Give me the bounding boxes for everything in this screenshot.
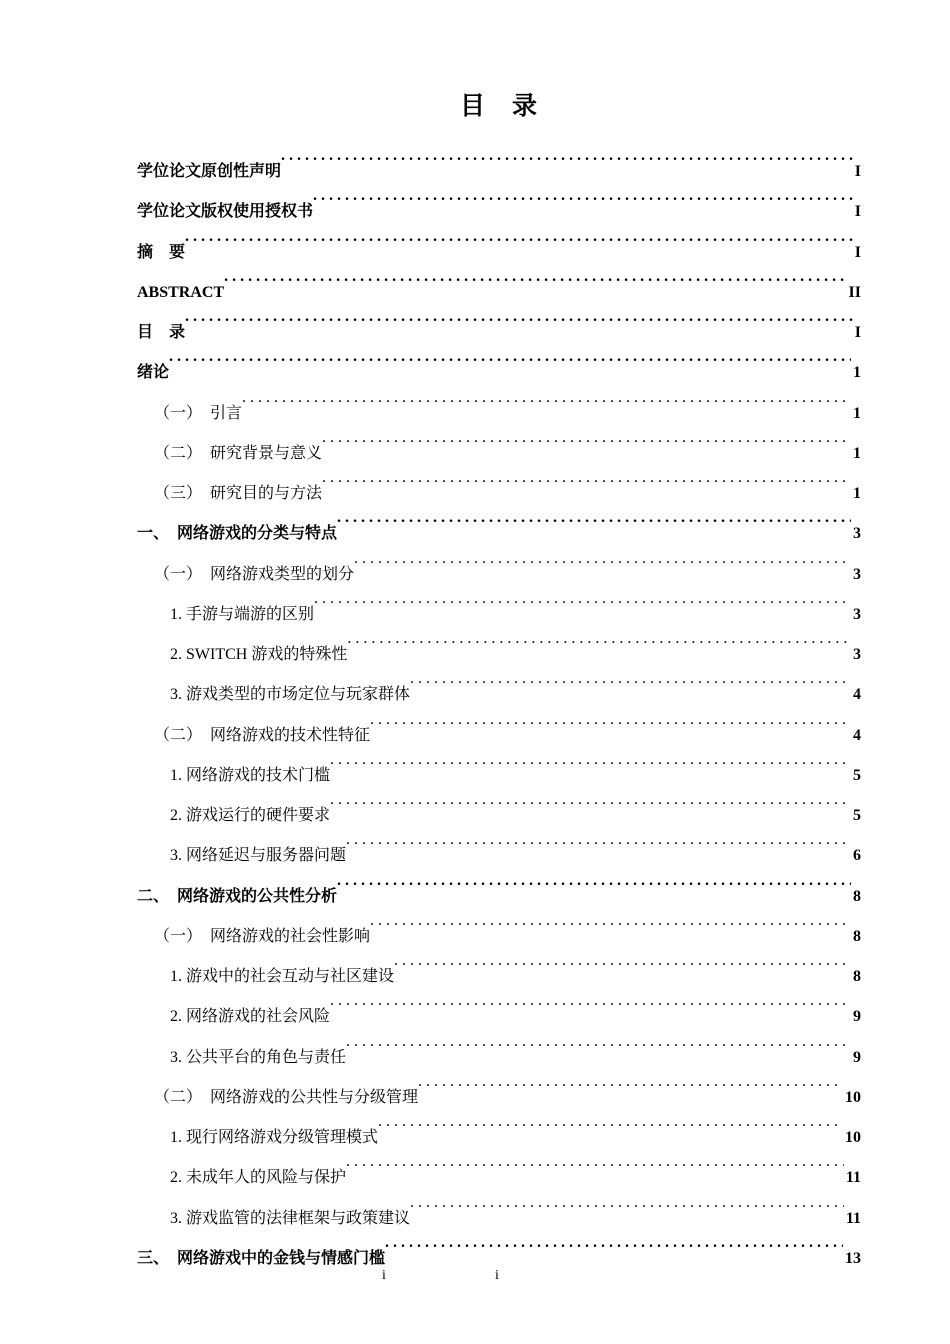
- toc-dot-leader: [185, 297, 853, 337]
- toc-entry-page-number: 4: [853, 726, 861, 744]
- toc-entry[interactable]: [137, 337, 861, 382]
- toc-entry-title: 学位论文原创性声明: [137, 163, 282, 180]
- toc-entry-page-number: 13: [845, 1249, 861, 1267]
- toc-entry-page-number: 1: [853, 444, 861, 462]
- toc-entry-page-number: II: [848, 283, 861, 301]
- toc-entry-title: 3. 游戏监管的法律框架与政策建议: [170, 1209, 411, 1227]
- toc-entry-page-number: 8: [853, 927, 861, 945]
- toc-entry-title: 2. 游戏运行的硬件要求: [170, 807, 331, 824]
- toc-entry[interactable]: [137, 257, 861, 301]
- toc-dot-leader: [346, 1022, 851, 1062]
- toc-entry[interactable]: [137, 418, 861, 462]
- toc-dot-leader: [410, 659, 851, 699]
- toc-entry-title: 二、 网络游戏的公共性分析: [137, 887, 338, 905]
- toc-entry-title: （二） 网络游戏的公共性与分级管理: [154, 1088, 419, 1106]
- toc-entry-title: 绪论: [137, 364, 170, 382]
- toc-entry-page-number: 10: [845, 1088, 861, 1106]
- toc-entry-title: 1. 游戏中的社会互动与社区建设: [170, 968, 395, 985]
- toc-entry-page-number: I: [854, 163, 861, 180]
- toc-dot-leader: [418, 1062, 843, 1102]
- toc-entry-title: 2. 未成年人的风险与保护: [170, 1169, 347, 1187]
- toc-dot-leader: [394, 941, 851, 981]
- toc-entry-page-number: 8: [853, 887, 861, 905]
- toc-entry-page-number: 9: [853, 1008, 861, 1026]
- toc-dot-leader: [242, 378, 851, 418]
- toc-entry-page-number: 1: [853, 485, 861, 502]
- toc-entry-title: 2. 网络游戏的社会风险: [170, 1008, 331, 1026]
- toc-entry-page-number: 8: [853, 968, 861, 985]
- toc-dot-leader: [370, 901, 851, 941]
- toc-entry-page-number: I: [854, 243, 861, 261]
- toc-dot-leader: [385, 1223, 843, 1263]
- toc-entry-page-number: 3: [853, 525, 861, 543]
- toc-entry-title: 一、 网络游戏的分类与特点: [137, 525, 338, 543]
- toc-entry-title: 摘 要: [137, 243, 186, 261]
- toc-dot-leader: [337, 861, 851, 901]
- toc-dot-leader: [314, 579, 851, 619]
- toc-dot-leader: [337, 498, 851, 538]
- toc-dot-leader: [346, 820, 851, 860]
- toc-entry-page-number: 1: [853, 404, 861, 422]
- toc-entry-title: 1. 手游与端游的区别: [170, 605, 315, 623]
- toc-entry-title: （一） 网络游戏类型的划分: [154, 565, 355, 583]
- toc-entry[interactable]: [137, 378, 861, 422]
- toc-dot-leader: [281, 136, 853, 176]
- toc-entry-page-number: 3: [853, 605, 861, 623]
- toc-entry-page-number: 4: [853, 686, 861, 704]
- toc-entry-title: 3. 公共平台的角色与责任: [170, 1048, 347, 1066]
- toc-entry-page-number: I: [854, 324, 861, 341]
- toc-entry-title: （二） 网络游戏的技术性特征: [154, 726, 371, 744]
- toc-entry-page-number: 11: [845, 1169, 861, 1187]
- toc-dot-leader: [185, 217, 853, 257]
- toc-entry[interactable]: [137, 297, 861, 341]
- toc-entry[interactable]: [137, 217, 861, 261]
- toc-entry-title: ABSTRACT: [137, 283, 225, 301]
- toc-entry-title: 学位论文版权使用授权书: [137, 203, 314, 221]
- footer-page-mark-left: i: [382, 1268, 386, 1283]
- toc-entry-page-number: 3: [853, 646, 861, 663]
- toc-dot-leader: [347, 619, 851, 659]
- toc-dot-leader: [330, 740, 851, 780]
- toc-entry-page-number: 5: [853, 766, 861, 784]
- toc-dot-leader: [330, 981, 851, 1021]
- toc-entry-title: （一） 引言: [154, 404, 243, 422]
- toc-dot-leader: [410, 1183, 844, 1223]
- toc-entry-page-number: 3: [853, 565, 861, 583]
- toc-entry-title: 三、 网络游戏中的金钱与情感门槛: [137, 1249, 386, 1267]
- toc-entry-title: （二） 研究背景与意义: [154, 444, 323, 462]
- toc-entry-page-number: 9: [853, 1048, 861, 1066]
- toc-entry-title: 3. 游戏类型的市场定位与玩家群体: [170, 686, 411, 704]
- toc-dot-leader: [354, 539, 851, 579]
- toc-dot-leader: [346, 1142, 844, 1182]
- toc-entry[interactable]: [137, 136, 861, 180]
- toc-entry-page-number: 6: [853, 847, 861, 865]
- toc-entry-title: 目 录: [137, 324, 186, 341]
- toc-dot-leader: [322, 458, 851, 498]
- toc-entry-page-number: 11: [845, 1209, 861, 1227]
- toc-dot-leader: [322, 418, 851, 458]
- toc-dot-leader: [169, 337, 851, 377]
- toc-dot-leader: [330, 780, 851, 820]
- table-of-contents: [137, 136, 861, 1267]
- toc-entry-title: 2. SWITCH 游戏的特殊性: [170, 646, 348, 663]
- toc-entry-page-number: I: [854, 203, 861, 221]
- toc-entry-title: 1. 现行网络游戏分级管理模式: [170, 1129, 379, 1146]
- toc-title: 目 录: [459, 93, 538, 120]
- toc-entry-title: 3. 网络延迟与服务器问题: [170, 847, 347, 865]
- toc-dot-leader: [370, 700, 851, 740]
- toc-dot-leader: [313, 176, 853, 216]
- toc-entry-page-number: 1: [853, 364, 861, 382]
- toc-entry-page-number: 5: [853, 807, 861, 824]
- toc-dot-leader: [224, 257, 846, 297]
- toc-entry-page-number: 10: [845, 1129, 861, 1146]
- toc-entry-title: 1. 网络游戏的技术门槛: [170, 766, 331, 784]
- toc-entry-title: （一） 网络游戏的社会性影响: [154, 927, 371, 945]
- toc-entry-title: （三） 研究目的与方法: [154, 485, 323, 502]
- footer-page-mark-right: i: [495, 1268, 499, 1283]
- toc-dot-leader: [378, 1102, 843, 1142]
